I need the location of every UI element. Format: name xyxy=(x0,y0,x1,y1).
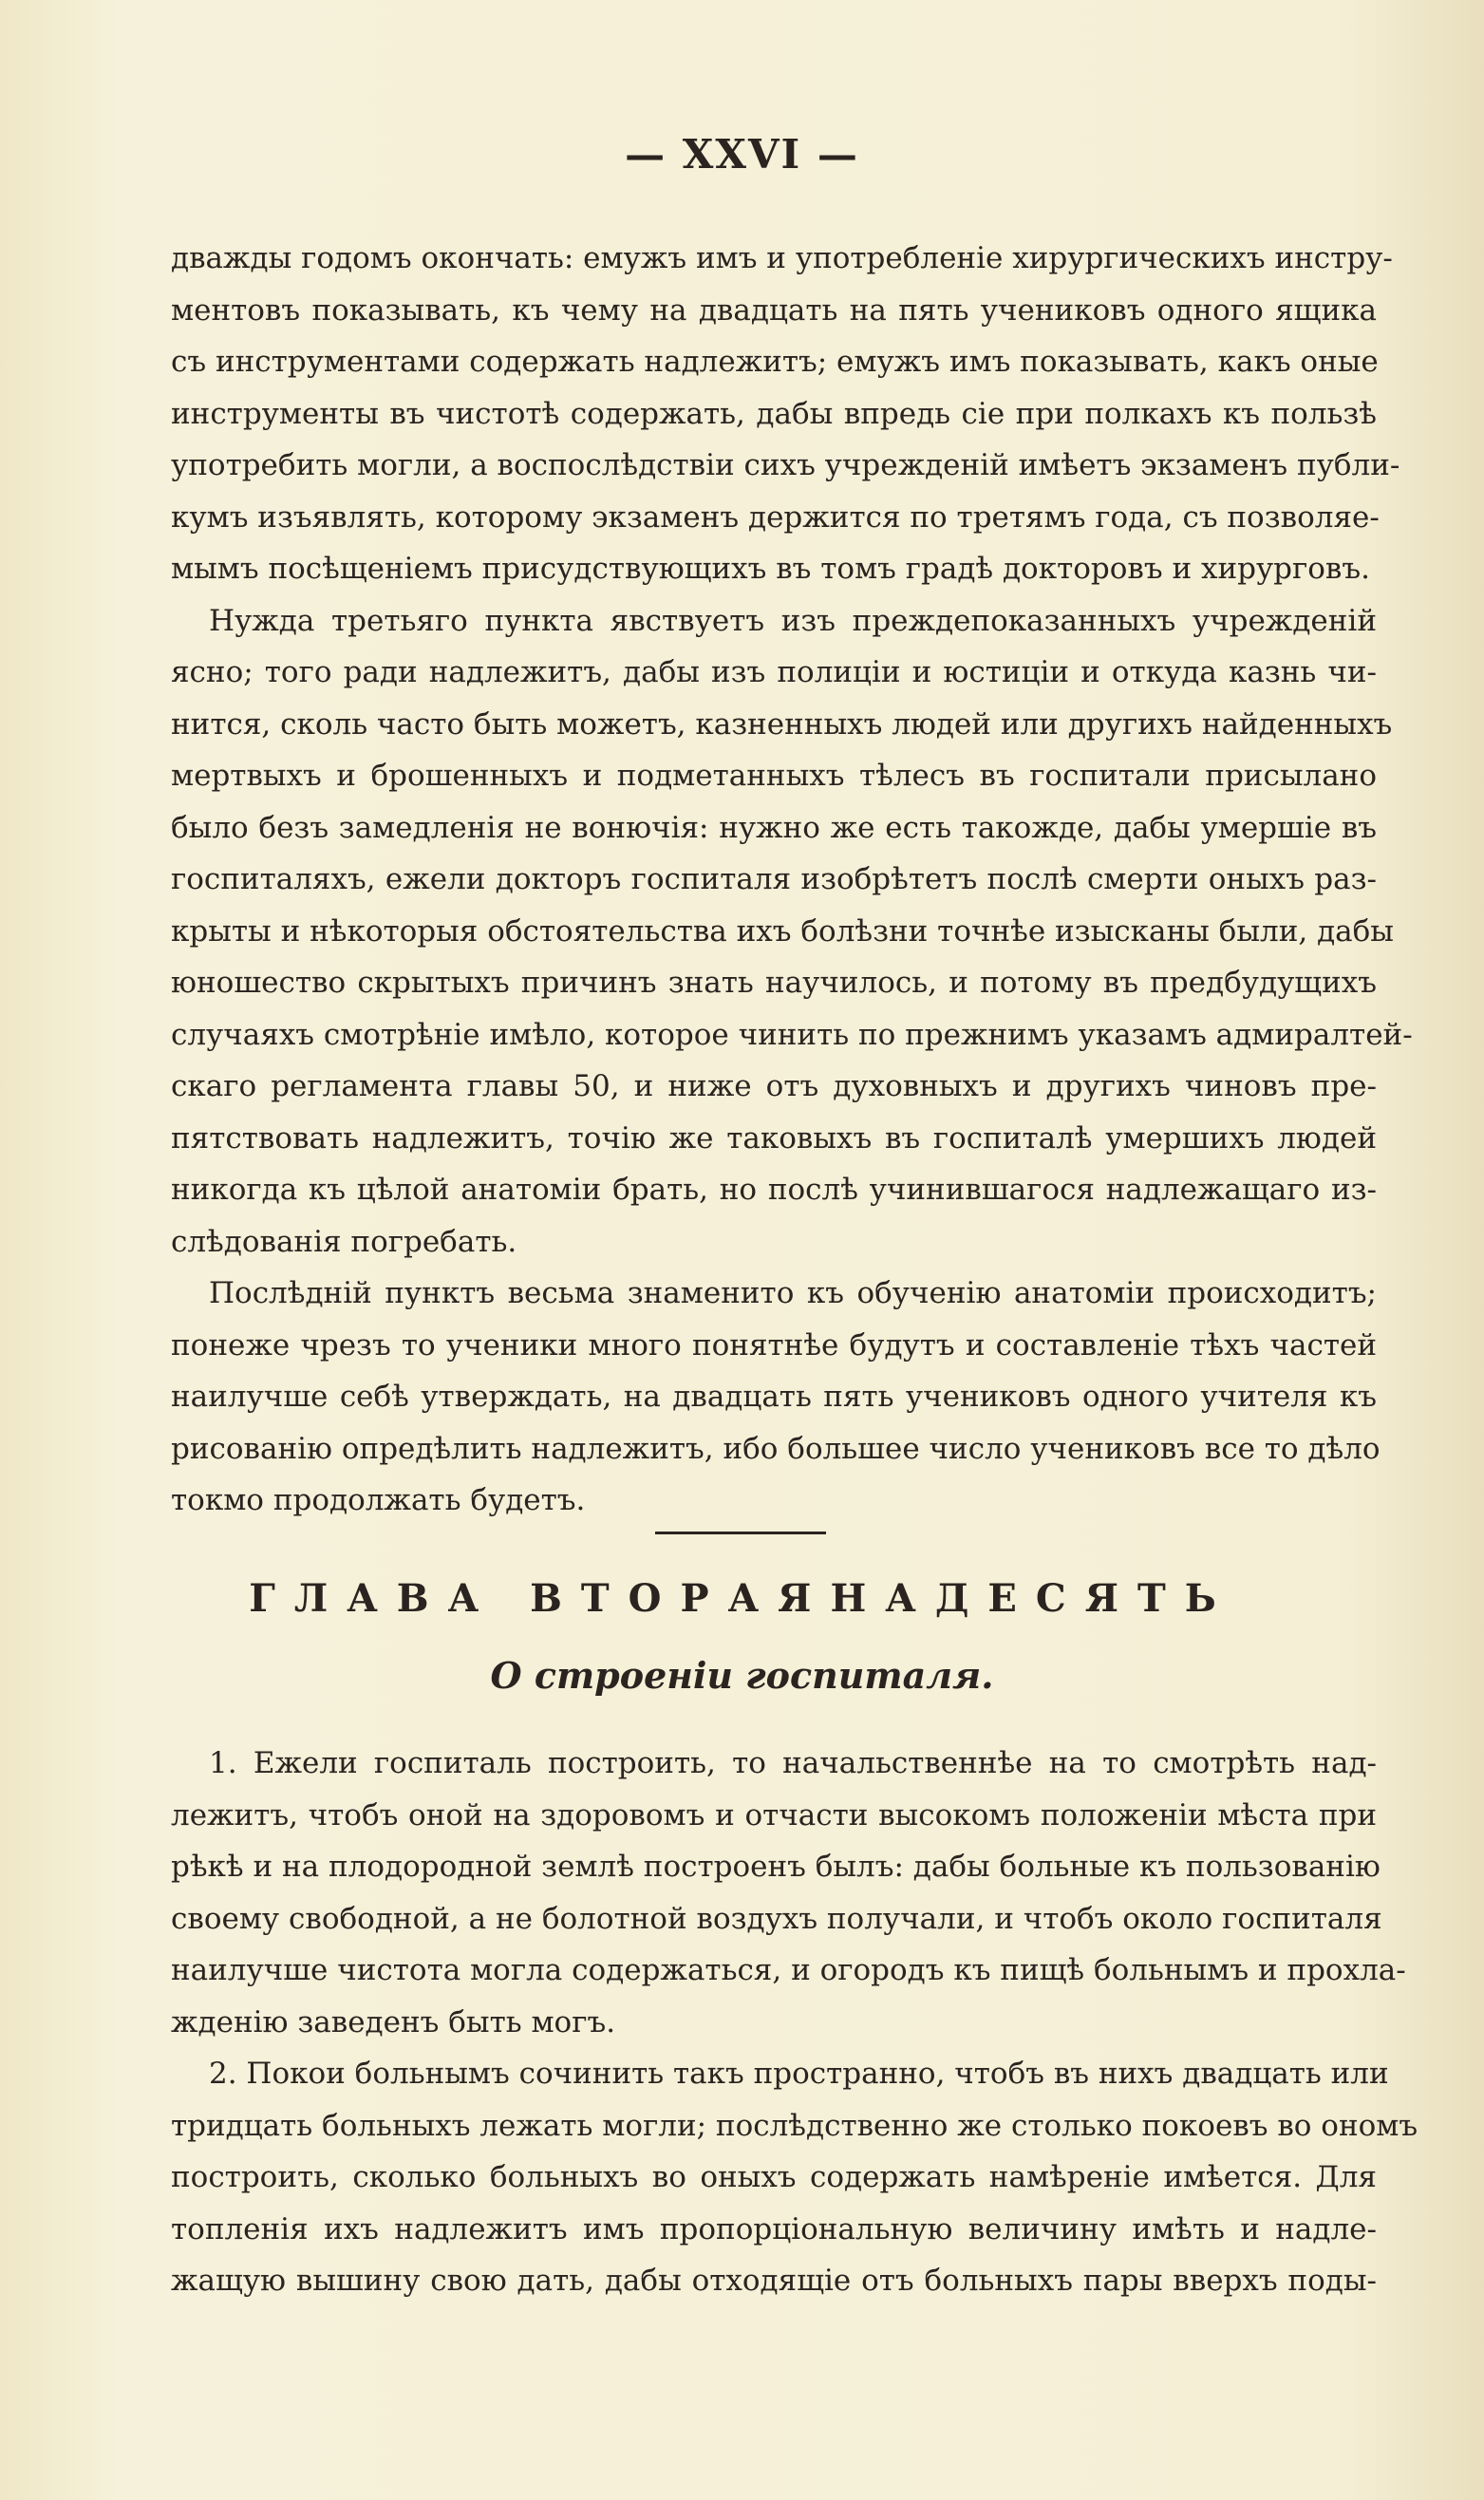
section-divider xyxy=(655,1532,826,1534)
text-line: инструменты въ чистотѣ содержать, дабы впредь сіе при полкахъ къ пользѣ xyxy=(171,396,1377,431)
paragraph-last-point xyxy=(171,1268,1381,1527)
text-line: токмо продолжать будетъ. xyxy=(171,1483,586,1517)
text-line: мымъ посѣщеніемъ присудствующихъ въ томъ градѣ докторовъ и хирурговъ. xyxy=(171,552,1370,586)
text-line: жащую вышину свою дать, дабы отходящіе отъ больныхъ пары вверхъ поды- xyxy=(171,2264,1377,2298)
text-line: лежитъ, чтобъ оной на здоровомъ и отчасти высокомъ положеніи мѣста при xyxy=(171,1797,1377,1833)
text-line: жденію заведенъ быть могъ. xyxy=(171,2004,616,2039)
text-line: съ инструментами содержать надлежитъ; емужъ имъ показывать, какъ оные xyxy=(171,345,1379,379)
text-line: ментовъ показывать, къ чему на двадцать на пять учениковъ одного ящика xyxy=(171,292,1377,328)
text-line: ясно; того ради надлежитъ, дабы изъ полиціи и юстиціи и откуда казнь чи- xyxy=(171,655,1377,689)
text-line: пятствовать надлежитъ, точію же таковыхъ въ госпиталѣ умершихъ людей xyxy=(171,1120,1377,1156)
text-line: 2. Покои больнымъ сочинить такъ пространно, чтобъ въ нихъ двадцать или xyxy=(209,2057,1389,2091)
paragraph-third-point xyxy=(171,595,1413,1269)
chapter-title: ГЛАВА ВТОРАЯНАДЕСЯТЬ xyxy=(249,1576,1235,1621)
paragraph-item-1 xyxy=(171,1738,1406,2048)
text-line: нится, сколь часто быть можетъ, казненныхъ людей или другихъ найденныхъ xyxy=(171,706,1393,742)
running-head: — XXVI — xyxy=(625,131,859,178)
text-line: своему свободной, а не болотной воздухъ получали, и чтобъ около госпиталя xyxy=(171,1901,1382,1936)
text-line: юношество скрытыхъ причинъ знать научилось, и потому въ предбудущихъ xyxy=(171,966,1377,1000)
text-line: Послѣдній пунктъ весьма знаменито къ обученію анатоміи происходитъ; xyxy=(209,1276,1377,1310)
chapter-subtitle: О строеніи госпиталя. xyxy=(490,1654,994,1697)
text-line: наилучше чистота могла содержаться, и огородъ къ пищѣ больнымъ и прохла- xyxy=(171,1953,1406,1987)
text-line: построить, сколько больныхъ во оныхъ содержать намѣреніе имѣется. Для xyxy=(171,2160,1377,2194)
text-line: рисованію опредѣлить надлежитъ, ибо большее число учениковъ все то дѣло xyxy=(171,1431,1381,1466)
text-line: было безъ замедленія не вонючія: нужно же есть такожде, дабы умершіе въ xyxy=(171,810,1377,845)
text-line: употребить могли, а воспослѣдствіи сихъ учрежденій имѣетъ экзаменъ публи- xyxy=(171,448,1400,482)
text-line: мертвыхъ и брошенныхъ и подметанныхъ тѣлесъ въ госпитали присылано xyxy=(171,759,1377,793)
text-line: слѣдованія погребать. xyxy=(171,1224,517,1259)
text-line: кумъ изъявлять, которому экзаменъ держится по третямъ года, съ позволяе- xyxy=(171,499,1380,535)
text-line: скаго регламента главы 50, и ниже отъ духовныхъ и другихъ чиновъ пре- xyxy=(171,1069,1377,1103)
text-line: дважды годомъ окончать: емужъ имъ и употребленіе хирургическихъ инстру- xyxy=(171,241,1393,275)
text-line: крыты и нѣкоторыя обстоятельства ихъ болѣзни точнѣе изысканы были, дабы xyxy=(171,913,1394,949)
text-line: рѣкѣ и на плодородной землѣ построенъ былъ: дабы больные къ пользованію xyxy=(171,1850,1381,1884)
text-line: тридцать больныхъ лежать могли; послѣдственно же столько покоевъ во ономъ xyxy=(171,2108,1418,2143)
text-line: никогда къ цѣлой анатоміи брать, но послѣ учинившагося надлежащаго из- xyxy=(171,1173,1377,1207)
text-line: наилучше себѣ утверждать, на двадцать пять учениковъ одного учителя къ xyxy=(171,1380,1377,1414)
text-line: Нужда третьяго пункта явствуетъ изъ преждепоказанныхъ учрежденій xyxy=(209,603,1377,638)
paragraph-item-2 xyxy=(171,2048,1418,2307)
text-line: 1. Ежели госпиталь построить, то начальственнѣе на то смотрѣть над- xyxy=(209,1746,1377,1780)
paragraph-continuation xyxy=(171,233,1400,595)
body-text-top xyxy=(171,233,1413,1527)
text-line: случаяхъ смотрѣніе имѣло, которое чинить по прежнимъ указамъ адмиралтей- xyxy=(171,1017,1413,1052)
text-line: понеже чрезъ то ученики много понятнѣе будутъ и составленіе тѣхъ частей xyxy=(171,1327,1377,1363)
text-line: топленія ихъ надлежитъ имъ пропорціональную величину имѣть и надле- xyxy=(171,2211,1377,2246)
text-line: госпиталяхъ, ежели докторъ госпиталя изобрѣтетъ послѣ смерти оныхъ раз- xyxy=(171,862,1377,896)
body-text-bottom xyxy=(171,1738,1418,2307)
